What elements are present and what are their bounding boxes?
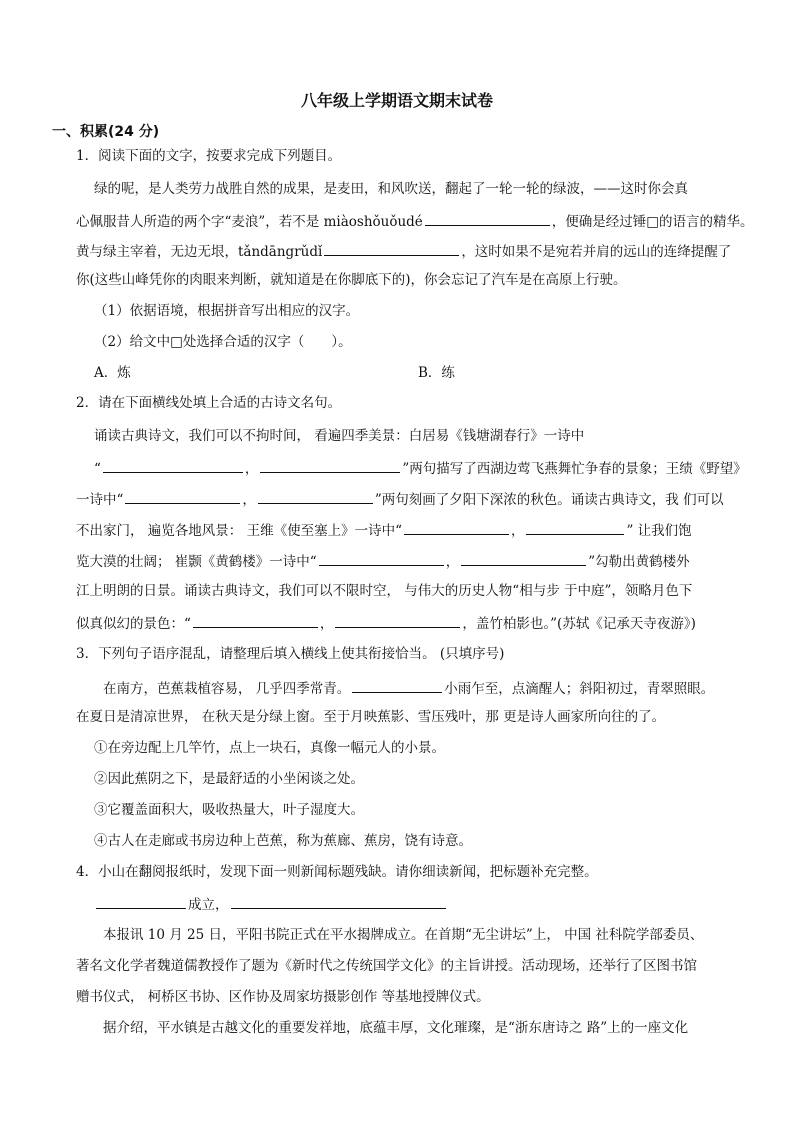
q3-sentence-4: ④古人在走廊或书房边种上芭蕉，称为蕉廊、蕉房，饶有诗意。 [94, 833, 472, 849]
q2-text: ， [244, 461, 259, 477]
q2-text: ，盖竹柏影也。”(苏轼《记承天寺夜游》) [462, 616, 696, 632]
option-b[interactable]: B．练 [418, 365, 455, 381]
q2-text: ” 让我们饱 [626, 523, 692, 539]
q1-passage-text: 黄与绿主宰着，无边无垠，tǎndāngrǔdǐ [76, 244, 323, 260]
q3-text: 小雨乍至，点滴醒人；斜阳初过，青翠照眼。 [444, 681, 715, 697]
q1-subquestion-1: （1）依据语境，根据拼音写出相应的汉字。 [94, 303, 360, 319]
q2-text: 览大漠的壮阔； 崔颢《黄鹤楼》一诗中“ [76, 554, 317, 570]
q1-passage-text: ，这时如果不是宛若并肩的远山的连绛提醒了 [461, 244, 732, 260]
q2-text: “ [94, 461, 101, 477]
answer-blank-yewang-1[interactable] [125, 489, 240, 504]
answer-blank-miaoshou[interactable] [425, 211, 550, 226]
answer-blank-tandang[interactable] [324, 241, 459, 256]
option-a[interactable]: A．炼 [94, 365, 131, 381]
q3-passage-line-1 [103, 678, 753, 698]
q2-text: 一诗中“ [76, 492, 124, 508]
answer-blank-qiantang-1[interactable] [103, 458, 243, 473]
q1-passage-text: ，便确是经过锤□的语言的精华。 [551, 214, 754, 230]
q2-text: ， [445, 554, 460, 570]
q4-news-line-1: 本报讯 10 月 25 日，平阳书院正式在平水揭牌成立。在首期“无尘讲坛”上， 中国 社科院学部委员、 [103, 927, 704, 943]
q3-sentence-2: ②因此蕉阴之下，是最舒适的小坐闲谈之处。 [94, 771, 364, 787]
question-4-stem: 4．小山在翻阅报纸时，发现下面一则新闻标题残缺。请你细读新闻，把标题补充完整。 [76, 864, 598, 880]
answer-blank-chengtian-2[interactable] [335, 613, 460, 628]
q1-passage-line-4: 你(这些山峰凭你的肉眼来判断，就知道是在你脚底下的)，你会忘记了汽车是在高原上行驶。 [76, 272, 627, 288]
answer-blank-saishang-1[interactable] [404, 520, 509, 535]
q4-news-line-4: 据介绍，平水镇是古越文化的重要发祥地，底蕴丰厚，文化璀璨，是“浙东唐诗之 路”上的一座文化 [103, 1020, 689, 1036]
q4-news-line-3: 赠书仪式， 柯桥区书协、区作协及周家坊摄影创作 等基地授牌仪式。 [76, 989, 490, 1005]
q4-news-line-2: 著名文化学者魏道儒教授作了题为《新时代之传统国学文化》的主旨讲授。活动现场，还举行了区图书馆 [76, 958, 697, 974]
q2-line-4 [76, 520, 752, 540]
q2-text: 似真似幻的景色：“ [76, 616, 191, 632]
q1-passage-line-2 [76, 211, 752, 231]
answer-blank-chengtian-1[interactable] [193, 613, 318, 628]
q1-passage-line-3 [76, 241, 752, 261]
answer-blank-order[interactable] [352, 678, 442, 693]
q2-text: 不出家门， 遍览各地风景： 王维《使至塞上》一诗中“ [76, 523, 402, 539]
q3-sentence-3: ③它覆盖面积大，吸收热量大，叶子湿度大。 [94, 802, 364, 818]
q2-line-3 [76, 489, 752, 509]
answer-blank-yewang-2[interactable] [258, 489, 373, 504]
q4-text: 成立， [188, 897, 229, 913]
q1-subquestion-2: （2）给文中□处选择合适的汉字（ ）。 [94, 334, 352, 350]
q1-passage-line-1: 绿的呢，是人类劳力战胜自然的成果，是麦田，和风吹送，翻起了一轮一轮的绿波，——这时你会真 [94, 181, 688, 197]
q2-line-2 [94, 458, 770, 478]
q3-sentence-1: ①在旁边配上几竿竹，点上一块石，真像一幅元人的小景。 [94, 740, 445, 756]
answer-blank-saishang-2[interactable] [526, 520, 624, 535]
q2-text: ， [242, 492, 256, 508]
answer-blank-qiantang-2[interactable] [260, 458, 400, 473]
q2-text: ”勾勒出黄鹤楼外 [588, 554, 690, 570]
section-heading: 一、积累(24 分) [52, 124, 160, 140]
answer-blank-huanghe-2[interactable] [461, 551, 586, 566]
q2-text: ， [319, 616, 334, 632]
page-title: 八年级上学期语文期末试卷 [300, 91, 493, 110]
answer-blank-headline-2[interactable] [231, 894, 446, 909]
question-3-stem: 3．下列句子语序混乱，请整理后填入横线上使其衔接恰当。 (只填序号) [76, 646, 505, 662]
q3-passage-line-2: 在夏日是清凉世界， 在秋天是分绿上窗。至于月映蕉影、雪压残叶，那 更是诗人画家所向往的了。 [76, 709, 666, 725]
question-1-stem: 1．阅读下面的文字，按要求完成下列题目。 [76, 148, 342, 164]
q1-options [94, 364, 770, 382]
q4-headline [94, 894, 770, 914]
q2-line-7 [76, 613, 752, 633]
q2-line-5 [76, 551, 752, 571]
q2-line-6: 江上明朗的日景。诵读古典诗文，我们可以不限时空， 与伟大的历史人物“相与步 于中庭”，领略月色下 [76, 583, 693, 599]
q2-text: ”两句描写了西湖边莺飞燕舞忙争春的景象；王绩《野望》 [402, 461, 747, 477]
q3-text: 在南方，芭蕉栽植容易， 几乎四季常青。 [103, 681, 351, 697]
answer-blank-huanghe-1[interactable] [319, 551, 444, 566]
q1-passage-text: 心佩服昔人所造的两个字“麦浪”，若不是 miàoshǒuǒudé [76, 214, 423, 230]
q2-text: ， [510, 523, 525, 539]
q2-line-1: 诵读古典诗文，我们可以不拘时间， 看遍四季美景：白居易《钱塘湖春行》一诗中 [94, 428, 585, 444]
answer-blank-headline-1[interactable] [96, 894, 186, 909]
q2-text: ”两句刻画了夕阳下深浓的秋色。诵读古典诗文，我 们可以 [374, 492, 724, 508]
question-2-stem: 2．请在下面横线处填上合适的古诗文名句。 [76, 395, 342, 411]
